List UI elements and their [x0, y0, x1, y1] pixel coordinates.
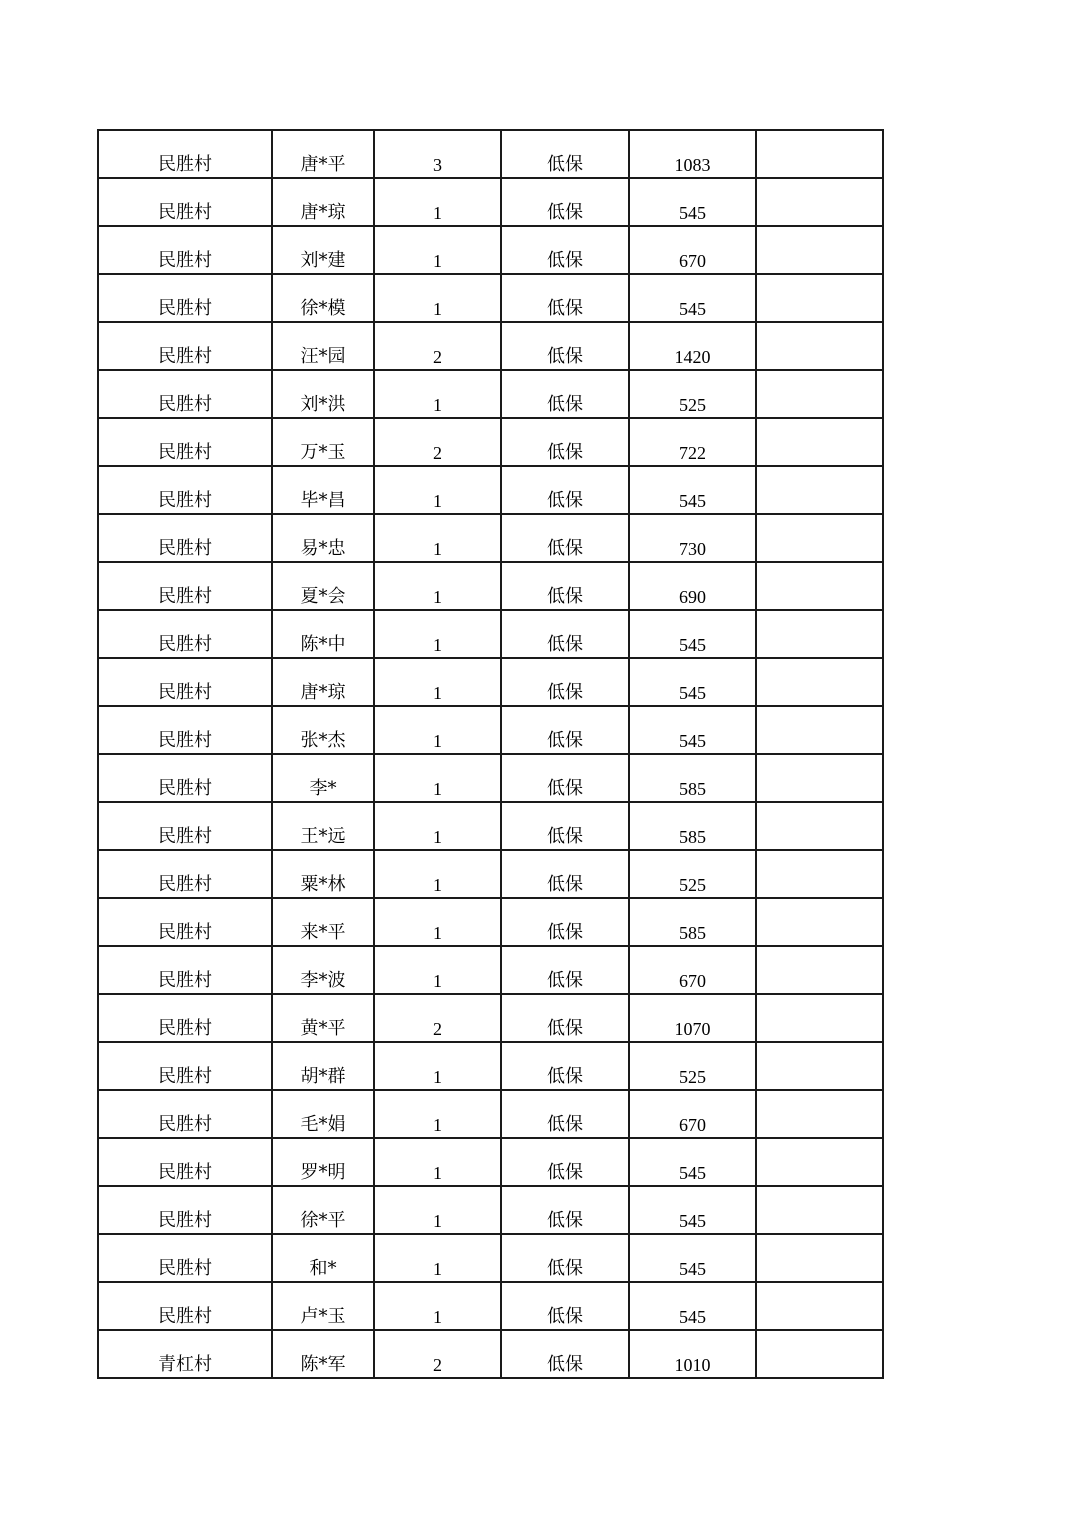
household-count-cell: 1 — [374, 706, 501, 754]
note-cell — [756, 850, 883, 898]
table-row — [98, 514, 883, 562]
household-count-cell: 2 — [374, 1330, 501, 1378]
table-row — [98, 706, 883, 754]
amount-cell: 670 — [629, 226, 756, 274]
note-cell — [756, 370, 883, 418]
note-cell — [756, 802, 883, 850]
name-cell: 李*波 — [272, 946, 374, 994]
village-cell: 民胜村 — [98, 274, 272, 322]
aid-type-cell: 低保 — [501, 562, 629, 610]
household-count-cell: 2 — [374, 418, 501, 466]
household-count-cell: 1 — [374, 1090, 501, 1138]
aid-type-cell: 低保 — [501, 802, 629, 850]
aid-type-cell: 低保 — [501, 610, 629, 658]
household-count-cell: 1 — [374, 1282, 501, 1330]
household-count-cell: 1 — [374, 946, 501, 994]
amount-cell: 545 — [629, 178, 756, 226]
name-cell: 唐*琼 — [272, 658, 374, 706]
household-count-cell: 3 — [374, 130, 501, 178]
table-row — [98, 754, 883, 802]
household-count-cell: 1 — [374, 1138, 501, 1186]
name-cell: 唐*琼 — [272, 178, 374, 226]
amount-cell: 545 — [629, 466, 756, 514]
household-count-cell: 1 — [374, 514, 501, 562]
table-row — [98, 1138, 883, 1186]
table-row — [98, 898, 883, 946]
aid-type-cell: 低保 — [501, 1138, 629, 1186]
name-cell: 毕*昌 — [272, 466, 374, 514]
amount-cell: 585 — [629, 754, 756, 802]
table-row — [98, 946, 883, 994]
table-row — [98, 274, 883, 322]
aid-type-cell: 低保 — [501, 850, 629, 898]
household-count-cell: 2 — [374, 994, 501, 1042]
household-count-cell: 1 — [374, 610, 501, 658]
aid-type-cell: 低保 — [501, 274, 629, 322]
amount-cell: 545 — [629, 1138, 756, 1186]
household-count-cell: 1 — [374, 226, 501, 274]
household-count-cell: 1 — [374, 1042, 501, 1090]
village-cell: 青杠村 — [98, 1330, 272, 1378]
name-cell: 陈*中 — [272, 610, 374, 658]
amount-cell: 585 — [629, 898, 756, 946]
household-count-cell: 1 — [374, 850, 501, 898]
note-cell — [756, 706, 883, 754]
table-row — [98, 1282, 883, 1330]
aid-type-cell: 低保 — [501, 898, 629, 946]
aid-type-cell: 低保 — [501, 1330, 629, 1378]
village-cell: 民胜村 — [98, 322, 272, 370]
name-cell: 毛*娟 — [272, 1090, 374, 1138]
name-cell: 徐*平 — [272, 1186, 374, 1234]
village-cell: 民胜村 — [98, 754, 272, 802]
amount-cell: 1083 — [629, 130, 756, 178]
amount-cell: 670 — [629, 946, 756, 994]
amount-cell: 670 — [629, 1090, 756, 1138]
aid-type-cell: 低保 — [501, 466, 629, 514]
table-row — [98, 610, 883, 658]
table-row — [98, 1042, 883, 1090]
amount-cell: 545 — [629, 274, 756, 322]
village-cell: 民胜村 — [98, 946, 272, 994]
village-cell: 民胜村 — [98, 418, 272, 466]
amount-cell: 545 — [629, 1186, 756, 1234]
household-count-cell: 1 — [374, 898, 501, 946]
note-cell — [756, 1234, 883, 1282]
name-cell: 和* — [272, 1234, 374, 1282]
amount-cell: 722 — [629, 418, 756, 466]
aid-type-cell: 低保 — [501, 226, 629, 274]
note-cell — [756, 898, 883, 946]
note-cell — [756, 1042, 883, 1090]
note-cell — [756, 1282, 883, 1330]
village-cell: 民胜村 — [98, 1138, 272, 1186]
household-count-cell: 1 — [374, 178, 501, 226]
table-row — [98, 418, 883, 466]
note-cell — [756, 514, 883, 562]
village-cell: 民胜村 — [98, 802, 272, 850]
village-cell: 民胜村 — [98, 706, 272, 754]
aid-type-cell: 低保 — [501, 370, 629, 418]
note-cell — [756, 466, 883, 514]
aid-type-cell: 低保 — [501, 514, 629, 562]
household-count-cell: 1 — [374, 802, 501, 850]
name-cell: 易*忠 — [272, 514, 374, 562]
aid-type-cell: 低保 — [501, 322, 629, 370]
amount-cell: 1420 — [629, 322, 756, 370]
aid-type-cell: 低保 — [501, 1282, 629, 1330]
aid-type-cell: 低保 — [501, 754, 629, 802]
aid-type-cell: 低保 — [501, 994, 629, 1042]
amount-cell: 525 — [629, 370, 756, 418]
name-cell: 李* — [272, 754, 374, 802]
amount-cell: 525 — [629, 850, 756, 898]
table-row — [98, 1330, 883, 1378]
village-cell: 民胜村 — [98, 898, 272, 946]
village-cell: 民胜村 — [98, 850, 272, 898]
village-cell: 民胜村 — [98, 1282, 272, 1330]
amount-cell: 545 — [629, 610, 756, 658]
amount-cell: 585 — [629, 802, 756, 850]
table-row — [98, 658, 883, 706]
household-count-cell: 1 — [374, 370, 501, 418]
name-cell: 夏*会 — [272, 562, 374, 610]
table-row — [98, 466, 883, 514]
name-cell: 粟*林 — [272, 850, 374, 898]
name-cell: 张*杰 — [272, 706, 374, 754]
note-cell — [756, 1330, 883, 1378]
note-cell — [756, 1090, 883, 1138]
amount-cell: 1010 — [629, 1330, 756, 1378]
data-table — [97, 129, 884, 1379]
aid-type-cell: 低保 — [501, 130, 629, 178]
village-cell: 民胜村 — [98, 562, 272, 610]
aid-type-cell: 低保 — [501, 178, 629, 226]
village-cell: 民胜村 — [98, 226, 272, 274]
village-cell: 民胜村 — [98, 178, 272, 226]
table-row — [98, 130, 883, 178]
note-cell — [756, 418, 883, 466]
note-cell — [756, 178, 883, 226]
name-cell: 陈*军 — [272, 1330, 374, 1378]
note-cell — [756, 274, 883, 322]
name-cell: 汪*园 — [272, 322, 374, 370]
name-cell: 卢*玉 — [272, 1282, 374, 1330]
amount-cell: 730 — [629, 514, 756, 562]
household-count-cell: 1 — [374, 754, 501, 802]
village-cell: 民胜村 — [98, 658, 272, 706]
aid-type-cell: 低保 — [501, 1186, 629, 1234]
name-cell: 罗*明 — [272, 1138, 374, 1186]
name-cell: 刘*洪 — [272, 370, 374, 418]
name-cell: 万*玉 — [272, 418, 374, 466]
table-row — [98, 322, 883, 370]
village-cell: 民胜村 — [98, 1234, 272, 1282]
name-cell: 刘*建 — [272, 226, 374, 274]
village-cell: 民胜村 — [98, 1090, 272, 1138]
aid-type-cell: 低保 — [501, 1042, 629, 1090]
amount-cell: 525 — [629, 1042, 756, 1090]
household-count-cell: 1 — [374, 562, 501, 610]
name-cell: 唐*平 — [272, 130, 374, 178]
table-row — [98, 1090, 883, 1138]
note-cell — [756, 562, 883, 610]
household-count-cell: 1 — [374, 274, 501, 322]
village-cell: 民胜村 — [98, 994, 272, 1042]
table-row — [98, 562, 883, 610]
name-cell: 胡*群 — [272, 1042, 374, 1090]
note-cell — [756, 610, 883, 658]
aid-type-cell: 低保 — [501, 946, 629, 994]
note-cell — [756, 1186, 883, 1234]
amount-cell: 545 — [629, 706, 756, 754]
table-row — [98, 1234, 883, 1282]
village-cell: 民胜村 — [98, 610, 272, 658]
village-cell: 民胜村 — [98, 514, 272, 562]
note-cell — [756, 754, 883, 802]
aid-type-cell: 低保 — [501, 1090, 629, 1138]
aid-type-cell: 低保 — [501, 706, 629, 754]
note-cell — [756, 994, 883, 1042]
table-row — [98, 1186, 883, 1234]
table-row — [98, 370, 883, 418]
note-cell — [756, 658, 883, 706]
amount-cell: 545 — [629, 1234, 756, 1282]
note-cell — [756, 946, 883, 994]
name-cell: 来*平 — [272, 898, 374, 946]
household-count-cell: 1 — [374, 1186, 501, 1234]
aid-type-cell: 低保 — [501, 658, 629, 706]
name-cell: 王*远 — [272, 802, 374, 850]
table-row — [98, 850, 883, 898]
amount-cell: 545 — [629, 1282, 756, 1330]
village-cell: 民胜村 — [98, 1042, 272, 1090]
amount-cell: 690 — [629, 562, 756, 610]
household-count-cell: 2 — [374, 322, 501, 370]
note-cell — [756, 130, 883, 178]
village-cell: 民胜村 — [98, 370, 272, 418]
village-cell: 民胜村 — [98, 130, 272, 178]
table-row — [98, 178, 883, 226]
amount-cell: 1070 — [629, 994, 756, 1042]
household-count-cell: 1 — [374, 466, 501, 514]
table-body — [98, 130, 883, 1378]
name-cell: 徐*模 — [272, 274, 374, 322]
table-row — [98, 802, 883, 850]
household-count-cell: 1 — [374, 658, 501, 706]
aid-type-cell: 低保 — [501, 1234, 629, 1282]
household-count-cell: 1 — [374, 1234, 501, 1282]
note-cell — [756, 322, 883, 370]
village-cell: 民胜村 — [98, 466, 272, 514]
table-row — [98, 226, 883, 274]
note-cell — [756, 1138, 883, 1186]
note-cell — [756, 226, 883, 274]
amount-cell: 545 — [629, 658, 756, 706]
name-cell: 黄*平 — [272, 994, 374, 1042]
aid-type-cell: 低保 — [501, 418, 629, 466]
table-row — [98, 994, 883, 1042]
village-cell: 民胜村 — [98, 1186, 272, 1234]
